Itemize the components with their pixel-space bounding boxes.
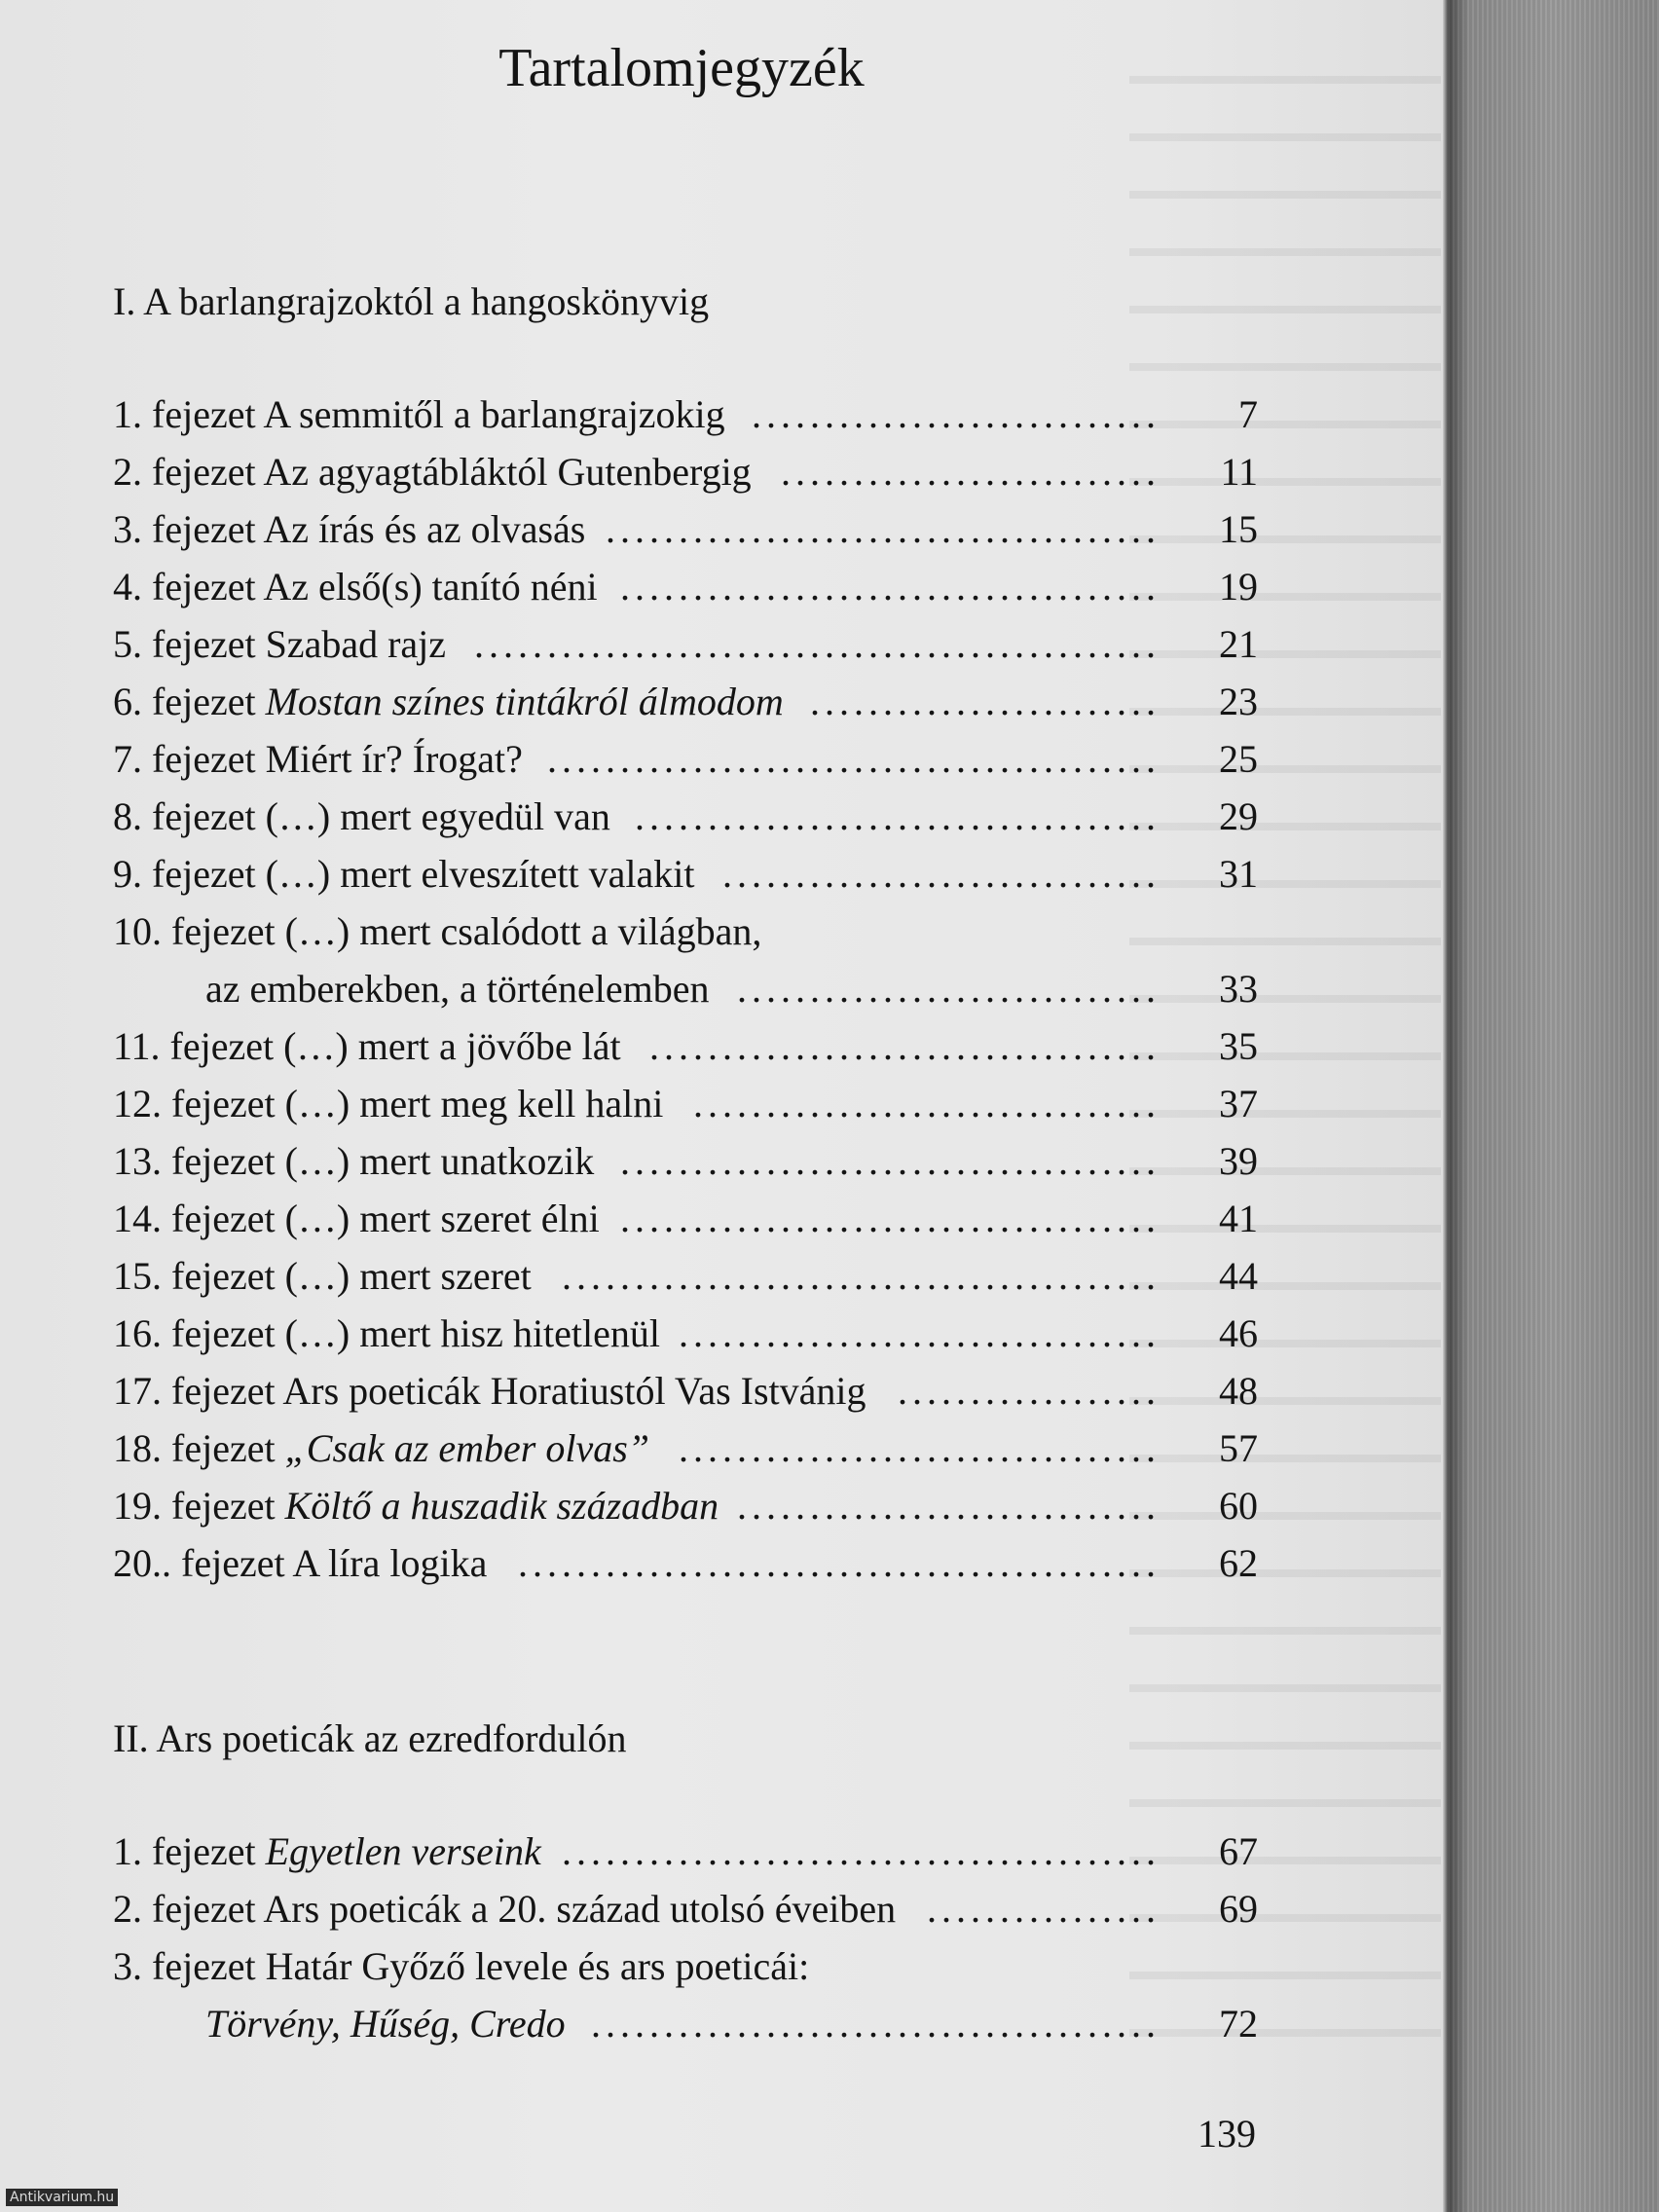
toc-entry: [113, 1937, 1258, 1995]
dot-leader: ..................: [898, 1369, 1161, 1413]
dot-leader: ...................................: [649, 1024, 1161, 1068]
toc-entry: [113, 558, 1258, 615]
toc-entry: [113, 1362, 1258, 1419]
dot-leader: ....................................: [635, 794, 1161, 838]
toc-entry: [113, 1995, 1258, 2052]
toc-entry-prefix: 18. fejezet: [113, 1426, 285, 1470]
toc-entry: [113, 615, 1258, 673]
toc-entry-title: 7. fejezet Miért ír? Írogat?: [113, 737, 523, 781]
toc-entry-title: az emberekben, a történelemben: [205, 967, 710, 1011]
toc-page-number: 29: [1219, 794, 1258, 838]
toc-entry-italic-title: „Csak az ember olvas”: [284, 1426, 650, 1470]
toc-entry: [113, 1017, 1258, 1075]
watermark: Antikvarium.hu: [6, 2189, 118, 2206]
toc-entry-italic-title: Egyetlen verseink: [265, 1829, 541, 1873]
toc-page-number: 23: [1219, 680, 1258, 723]
toc-entry: [113, 1823, 1258, 1880]
toc-page-number: 46: [1219, 1311, 1258, 1355]
toc-entry: [113, 443, 1258, 500]
toc-entry-italic-title: Mostan színes tintákról álmodom: [265, 680, 784, 723]
toc-entry-title: [113, 673, 784, 730]
toc-entry-prefix: 1. fejezet: [113, 1829, 266, 1873]
toc-page-number: 41: [1219, 1197, 1258, 1240]
toc-entry: [113, 1075, 1258, 1132]
toc-page-number: 15: [1219, 507, 1258, 551]
dot-leader: ..........................: [781, 450, 1161, 494]
toc-page-number: 67: [1219, 1829, 1258, 1873]
toc-entry-prefix: 19. fejezet: [113, 1484, 285, 1528]
toc-page-number: 31: [1219, 852, 1258, 896]
toc-page-number: 37: [1219, 1082, 1258, 1125]
toc-entry-title: 8. fejezet (…) mert egyedül van: [113, 794, 610, 838]
dot-leader: .........................................: [562, 1829, 1161, 1873]
toc-entry: [113, 845, 1258, 903]
toc-page-number: 21: [1219, 622, 1258, 666]
toc-entry: [113, 730, 1258, 788]
toc-entry-title: [113, 1477, 719, 1534]
toc-entry: [113, 386, 1258, 443]
toc-entry-title: 9. fejezet (…) mert elveszített valakit: [113, 852, 695, 896]
dot-leader: .................................: [679, 1426, 1161, 1470]
book-spine: [1448, 0, 1659, 2212]
dot-leader: .................................: [679, 1311, 1161, 1355]
toc-entry-title: 3. fejezet Határ Győző levele és ars poeticái:: [113, 1944, 810, 1988]
toc-entry-title: [205, 1995, 566, 2052]
dot-leader: .....................................: [620, 1139, 1161, 1183]
dot-leader: ........................: [810, 680, 1161, 723]
toc-entry: [113, 1190, 1258, 1247]
toc-entry-title: 15. fejezet (…) mert szeret: [113, 1254, 532, 1298]
part-2-heading: II. Ars poeticák az ezredfordulón: [113, 1716, 627, 1760]
toc-entry-title: [113, 1823, 541, 1880]
toc-part-1: [113, 386, 1258, 1592]
toc-page-number: 25: [1219, 737, 1258, 781]
toc-page-number: 35: [1219, 1024, 1258, 1068]
toc-entry: [113, 903, 1258, 960]
dot-leader: .............................: [737, 1484, 1161, 1528]
dot-leader: ..............................: [722, 852, 1161, 896]
toc-entry-italic-title: Költő a huszadik században: [284, 1484, 719, 1528]
toc-entry: [113, 960, 1258, 1017]
toc-page-number: 7: [1238, 392, 1258, 436]
toc-page-number: 72: [1219, 2002, 1258, 2046]
toc-entry-title: 1. fejezet A semmitől a barlangrajzokig: [113, 392, 725, 436]
toc-entry: [113, 788, 1258, 845]
toc-entry-title: 16. fejezet (…) mert hisz hitetlenül: [113, 1311, 661, 1355]
toc-entry-title: 12. fejezet (…) mert meg kell halni: [113, 1082, 664, 1125]
toc-entry: [113, 1880, 1258, 1937]
dot-leader: .............................: [737, 967, 1161, 1011]
toc-page-number: 48: [1219, 1369, 1258, 1413]
page-title: Tartalomjegyzék: [498, 38, 865, 98]
toc-entry: [113, 500, 1258, 558]
toc-part-2: [113, 1823, 1258, 2052]
toc-entry: [113, 1247, 1258, 1305]
toc-page-number: 62: [1219, 1541, 1258, 1585]
toc-entry-title: [113, 1419, 649, 1477]
dot-leader: ............................................: [518, 1541, 1161, 1585]
toc-entry-title: 2. fejezet Az agyagtábláktól Gutenbergig: [113, 450, 752, 494]
toc-page-number: 19: [1219, 565, 1258, 608]
toc-page-number: 60: [1219, 1484, 1258, 1528]
dot-leader: ......................................: [606, 507, 1161, 551]
dot-leader: ..........................................: [547, 737, 1161, 781]
dot-leader: .....................................: [620, 1197, 1161, 1240]
dot-leader: .......................................: [591, 2002, 1161, 2046]
toc-page-number: 39: [1219, 1139, 1258, 1183]
dot-leader: .........................................: [562, 1254, 1161, 1298]
toc-entry-prefix: 6. fejezet: [113, 680, 266, 723]
dot-leader: .....................................: [620, 565, 1161, 608]
toc-entry-title: 13. fejezet (…) mert unatkozik: [113, 1139, 595, 1183]
toc-page-number: 11: [1220, 450, 1258, 494]
toc-page-number: 33: [1219, 967, 1258, 1011]
toc-entry-title: 2. fejezet Ars poeticák a 20. század utolsó éveiben: [113, 1887, 897, 1931]
toc-page-number: 69: [1219, 1887, 1258, 1931]
toc-entry-title: 17. fejezet Ars poeticák Horatiustól Vas Istvánig: [113, 1369, 866, 1413]
toc-entry-title: 5. fejezet Szabad rajz: [113, 622, 447, 666]
dot-leader: ............................: [752, 392, 1161, 436]
toc-entry-title: 11. fejezet (…) mert a jövőbe lát: [113, 1024, 621, 1068]
toc-entry: [113, 1419, 1258, 1477]
toc-entry: [113, 673, 1258, 730]
toc-page-number: 44: [1219, 1254, 1258, 1298]
toc-entry: [113, 1132, 1258, 1190]
dot-leader: ................: [927, 1887, 1161, 1931]
dot-leader: ...............................................: [474, 622, 1161, 666]
toc-entry-title: 10. fejezet (…) mert csalódott a világban,: [113, 909, 762, 953]
part-1-heading: I. A barlangrajzoktól a hangoskönyvig: [113, 279, 710, 323]
toc-page-number: 57: [1219, 1426, 1258, 1470]
toc-entry-title: 20.. fejezet A líra logika: [113, 1541, 488, 1585]
toc-entry: [113, 1534, 1258, 1592]
page-number: 139: [1198, 2112, 1256, 2156]
toc-entry-italic-title: Törvény, Hűség, Credo: [205, 2002, 566, 2046]
toc-entry-title: 14. fejezet (…) mert szeret élni: [113, 1197, 600, 1240]
toc-entry-title: 4. fejezet Az első(s) tanító néni: [113, 565, 598, 608]
toc-entry: [113, 1477, 1258, 1534]
toc-entry-title: 3. fejezet Az írás és az olvasás: [113, 507, 586, 551]
dot-leader: ................................: [693, 1082, 1161, 1125]
toc-entry: [113, 1305, 1258, 1362]
